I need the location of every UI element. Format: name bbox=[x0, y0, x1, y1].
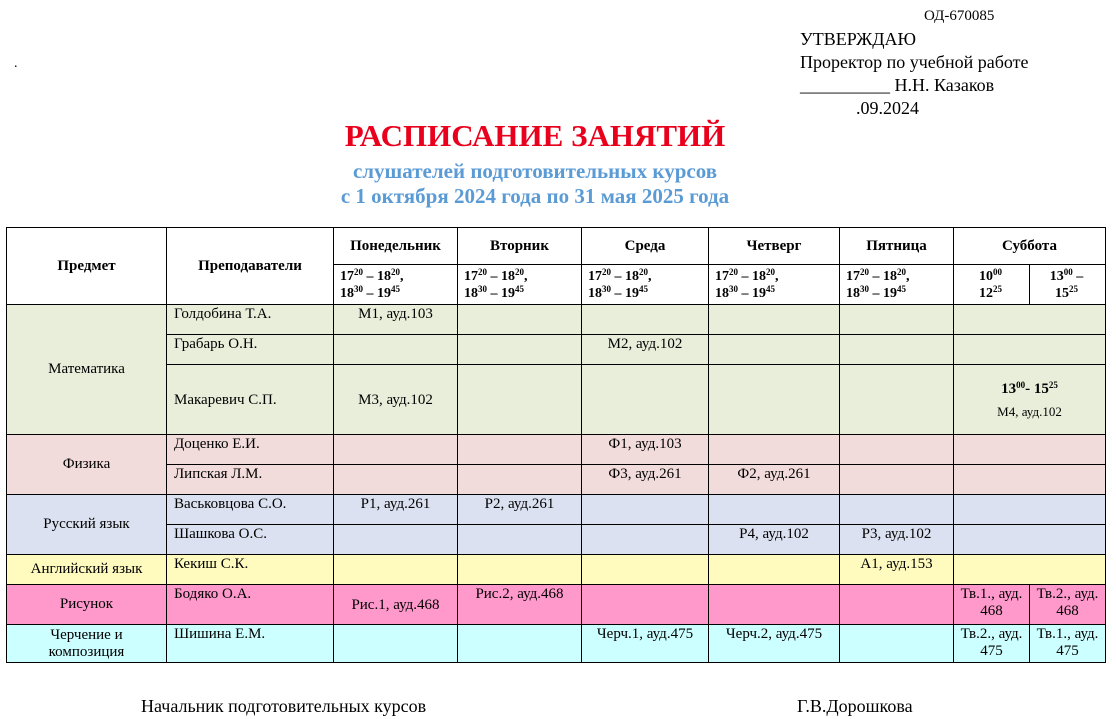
teacher-shashkova: Шашкова О.С. bbox=[167, 525, 334, 555]
subject-math: Математика bbox=[7, 305, 167, 435]
cell-empty bbox=[840, 305, 954, 335]
table-row bbox=[7, 335, 1106, 365]
header-day-saturday: Суббота bbox=[954, 228, 1106, 265]
table-row bbox=[7, 555, 1106, 585]
cell-empty bbox=[334, 525, 458, 555]
cell-empty bbox=[334, 625, 458, 663]
subtitle-audience: слушателей подготовительных курсов bbox=[352, 159, 718, 183]
time-tuesday: $17^{20} - 18^{20}$, $18^{30} - 19^{45}$ bbox=[458, 265, 582, 305]
subject-draw: Рисунок bbox=[7, 585, 167, 625]
cell-empty bbox=[709, 435, 840, 465]
cell-r4: Р4, ауд.102 bbox=[709, 525, 840, 555]
cell-cherch2: Черч.2, ауд.475 bbox=[709, 625, 840, 663]
footer-position: Начальник подготовительных курсов bbox=[141, 696, 427, 716]
header-day-wednesday: Среда bbox=[582, 228, 709, 265]
cell-a1: А1, ауд.153 bbox=[840, 555, 954, 585]
cell-empty bbox=[709, 335, 840, 365]
cell-empty bbox=[582, 555, 709, 585]
page-title: РАСПИСАНИЕ ЗАНЯТИЙ bbox=[344, 118, 726, 153]
cell-empty bbox=[954, 495, 1106, 525]
table-row bbox=[7, 465, 1106, 495]
header-day-thursday: Четверг bbox=[709, 228, 840, 265]
table-row bbox=[7, 625, 1106, 663]
approval-date: .09.2024 bbox=[856, 98, 919, 118]
cell-empty bbox=[458, 435, 582, 465]
cell-empty bbox=[458, 525, 582, 555]
table-row bbox=[7, 435, 1106, 465]
time-saturday-2: $13^{00}$ – $15^{25}$ bbox=[1030, 265, 1106, 305]
approval-signature-line: __________ Н.Н. Казаков bbox=[800, 75, 995, 95]
stray-dot: . bbox=[14, 56, 18, 71]
cell-empty bbox=[840, 495, 954, 525]
cell-tv2-468: Тв.2., ауд. 468 bbox=[1030, 585, 1106, 625]
cell-m4-time: $13^{00}-$ $15^{25}$ bbox=[1001, 379, 1058, 397]
cell-empty bbox=[954, 525, 1106, 555]
cell-empty bbox=[954, 335, 1106, 365]
cell-empty bbox=[709, 365, 840, 435]
cell-empty bbox=[582, 495, 709, 525]
teacher-goldobina: Голдобина Т.А. bbox=[167, 305, 334, 335]
teacher-docenko: Доценко Е.И. bbox=[167, 435, 334, 465]
table-row bbox=[7, 525, 1106, 555]
teacher-makarevich: Макаревич С.П. bbox=[167, 365, 334, 435]
cell-empty bbox=[458, 305, 582, 335]
approval-block bbox=[800, 28, 1029, 120]
time-wednesday: $17^{20} - 18^{20}$, $18^{30} - 19^{45}$ bbox=[582, 265, 709, 305]
cell-empty bbox=[709, 305, 840, 335]
teacher-vaskovtsova: Васьковцова С.О. bbox=[167, 495, 334, 525]
teacher-bodyako: Бодяко О.А. bbox=[167, 585, 334, 625]
cell-empty bbox=[458, 335, 582, 365]
cell-empty bbox=[582, 525, 709, 555]
footer-signatory: Г.В.Дорошкова bbox=[797, 696, 913, 716]
header-day-tuesday: Вторник bbox=[458, 228, 582, 265]
cell-empty bbox=[709, 555, 840, 585]
time-friday: $17^{20} - 18^{20}$, $18^{30} - 19^{45}$ bbox=[840, 265, 954, 305]
header-day-friday: Пятница bbox=[840, 228, 954, 265]
teacher-lipskaya: Липская Л.М. bbox=[167, 465, 334, 495]
cell-r1: Р1, ауд.261 bbox=[334, 495, 458, 525]
cell-f2: Ф2, ауд.261 bbox=[709, 465, 840, 495]
cell-ris2: Рис.2, ауд.468 bbox=[458, 585, 582, 625]
cell-f3: Ф3, ауд.261 bbox=[582, 465, 709, 495]
cell-empty bbox=[954, 305, 1106, 335]
cell-cherch1: Черч.1, ауд.475 bbox=[582, 625, 709, 663]
table-row bbox=[7, 495, 1106, 525]
cell-empty bbox=[840, 465, 954, 495]
cell-tv1-475: Тв.1., ауд. 475 bbox=[1030, 625, 1106, 663]
cell-empty bbox=[458, 365, 582, 435]
teacher-kekish: Кекиш С.К. bbox=[167, 555, 334, 585]
cell-m4 bbox=[954, 365, 1106, 435]
subject-rus: Русский язык bbox=[7, 495, 167, 555]
subtitle-period: с 1 октября 2024 года по 31 мая 2025 года bbox=[340, 184, 730, 208]
header-teachers: Преподаватели bbox=[167, 228, 334, 305]
cell-r2: Р2, ауд.261 bbox=[458, 495, 582, 525]
cell-empty bbox=[334, 465, 458, 495]
cell-empty bbox=[334, 335, 458, 365]
approval-line-2: Проректор по учебной работе bbox=[800, 52, 1029, 72]
cell-empty bbox=[458, 555, 582, 585]
cell-empty bbox=[954, 555, 1106, 585]
table-row bbox=[7, 305, 1106, 335]
teacher-grabar: Грабарь О.Н. bbox=[167, 335, 334, 365]
cell-empty bbox=[458, 625, 582, 663]
subject-cherch: Черчение и композиция bbox=[7, 625, 167, 663]
schedule-table bbox=[6, 227, 1106, 663]
cell-m2: М2, ауд.102 bbox=[582, 335, 709, 365]
header-day-monday: Понедельник bbox=[334, 228, 458, 265]
cell-m3: М3, ауд.102 bbox=[334, 365, 458, 435]
cell-tv1-468: Тв.1., ауд. 468 bbox=[954, 585, 1030, 625]
cell-empty bbox=[954, 465, 1106, 495]
cell-empty bbox=[582, 305, 709, 335]
table-row bbox=[7, 365, 1106, 435]
cell-empty bbox=[840, 365, 954, 435]
cell-tv2-475: Тв.2., ауд. 475 bbox=[954, 625, 1030, 663]
cell-empty bbox=[840, 585, 954, 625]
time-thursday: $17^{20} - 18^{20}$, $18^{30} - 19^{45}$ bbox=[709, 265, 840, 305]
cell-r3: Р3, ауд.102 bbox=[840, 525, 954, 555]
approval-line-1: УТВЕРЖДАЮ bbox=[800, 29, 917, 49]
subject-phys: Физика bbox=[7, 435, 167, 495]
time-saturday-1: $10^{00}$ $12^{25}$ bbox=[954, 265, 1030, 305]
cell-empty bbox=[709, 585, 840, 625]
header-subject: Предмет bbox=[7, 228, 167, 305]
cell-empty bbox=[334, 555, 458, 585]
cell-m4-room: М4, ауд.102 bbox=[997, 403, 1062, 419]
table-row bbox=[7, 585, 1106, 625]
cell-empty bbox=[840, 625, 954, 663]
cell-empty bbox=[709, 495, 840, 525]
header-row-days bbox=[7, 228, 1106, 265]
cell-empty bbox=[954, 435, 1106, 465]
cell-f1: Ф1, ауд.103 bbox=[582, 435, 709, 465]
cell-empty bbox=[334, 435, 458, 465]
cell-empty bbox=[582, 365, 709, 435]
cell-empty bbox=[458, 465, 582, 495]
teacher-shishina: Шишина Е.М. bbox=[167, 625, 334, 663]
cell-empty bbox=[582, 585, 709, 625]
cell-m1: М1, ауд.103 bbox=[334, 305, 458, 335]
subject-eng: Английский язык bbox=[7, 555, 167, 585]
cell-ris1: Рис.1, ауд.468 bbox=[334, 585, 458, 625]
cell-empty bbox=[840, 435, 954, 465]
document-code: ОД-670085 bbox=[924, 8, 995, 24]
time-monday: $17^{20} - 18^{20}$, $18^{30} - 19^{45}$ bbox=[334, 265, 458, 305]
cell-empty bbox=[840, 335, 954, 365]
